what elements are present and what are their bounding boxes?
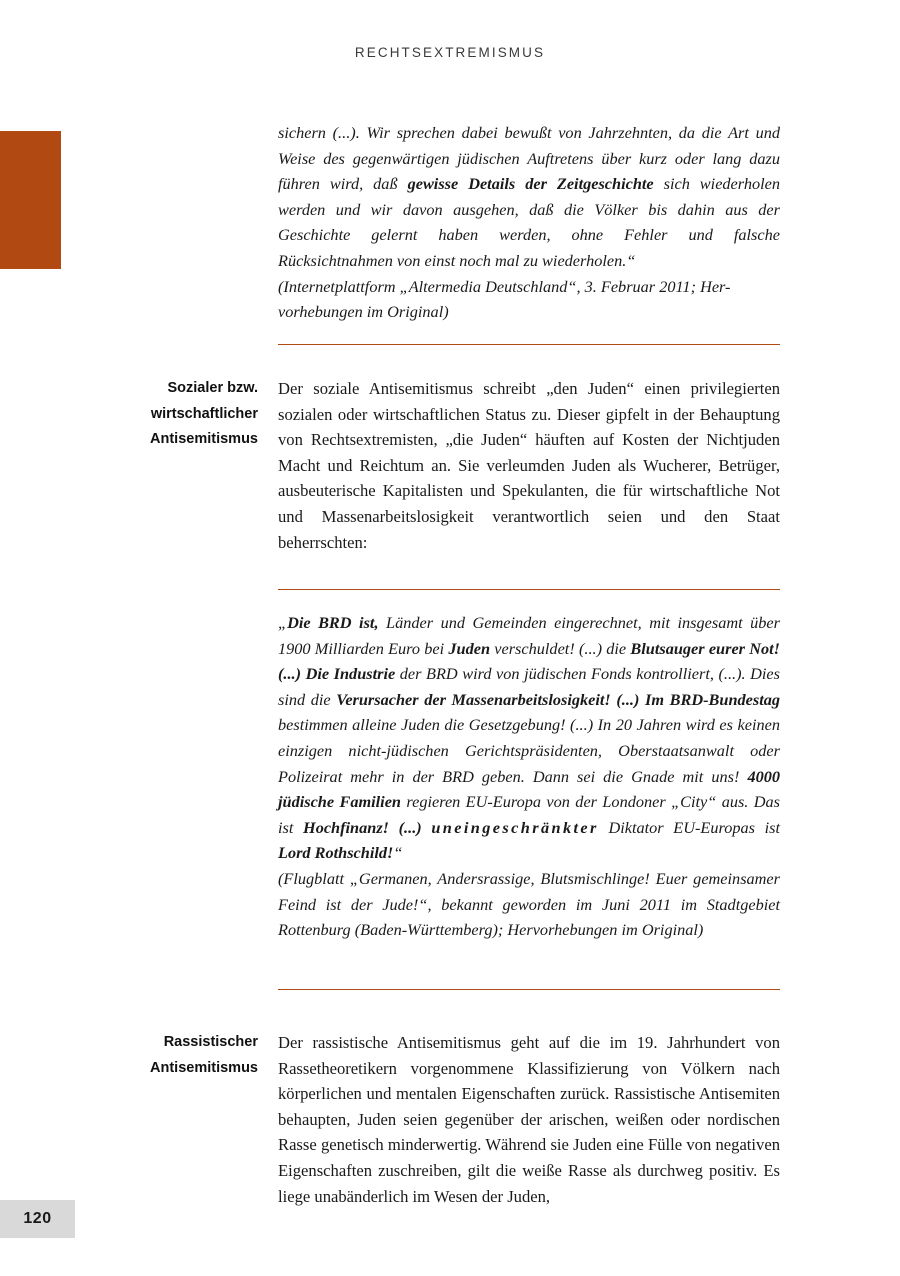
running-head: RECHTSEXTREMISMUS [354,45,546,60]
quotation-source-cont: vorhebungen im Original) [278,302,449,322]
section-divider-2 [278,589,780,590]
chapter-edge-marker [0,131,61,269]
section-divider-1 [278,344,780,345]
paragraph-sozialer-antisemitismus: Der soziale Antisemitismus schreibt „den Juden“ einen privilegierten sozialen oder wirtschaftlichen Status zu. Dieser gipfelt in der Behauptung von Rechtsextremisten, „die Juden“ häuften auf Kosten der Nichtjuden Macht und Reichtum an. Sie verleumden Juden als Wucherer, Betrüger, ausbeuterische Kapitalisten und Spekulanten, die für wirtschaftliche Not und Massenarbeitslosigkeit verantwortlich seien und den Staat beherrschten: [278,379,780,552]
quotation-block-flugblatt [278,610,780,943]
page-number: 120 [23,1210,52,1227]
marginal-heading-rassistischer-antisemitismus: Rassistischer Antisemitismus [150,1034,258,1076]
page-number-block [0,1200,75,1238]
paragraph-rassistischer-antisemitismus: Der rassistische Antisemitismus geht auf die im 19. Jahrhundert von Rassetheoretikern vorgenommene Klassifizierung von Völkern nach körperlichen und mentalen Eigenschaften zurück. Rassistische Antisemiten behaupten, Juden seien gegenüber der arischen, weißen oder nordischen Rasse genetisch minderwertig. Während sie Juden eine Fülle von negativen Eigenschaften zuschreiben, gilt die weiße Rasse als durchweg positiv. Es liege unabänderlich im Wesen der Juden, [278,1033,780,1206]
quotation-text: sichern (...). Wir sprechen dabei bewußt von Jahrzehnten, da die Art und Weise des gegenwärtigen jüdischen Auftretens über kurz oder lang dazu führen wird, daß gewisse Details der Zeitgeschichte sich wiederholen werden und wir davon ausgehen, daß die Völker bis dahin aus der Geschichte gelernt haben werden, ohne Fehler und falsche Rücksichtnahmen von einst noch mal zu wiederholen.“ [278,123,780,270]
quotation-block-altermedia [278,120,780,325]
marginal-heading-sozialer-antisemitismus: Sozialer bzw. wirtschaftlicher Antisemitismus [150,380,258,448]
quotation-source: (Internetplattform „Altermedia Deutschland“, 3. Februar 2011; Her- [278,276,731,296]
quotation-text: „Die BRD ist, Länder und Gemeinden eingerechnet, mit insgesamt über 1900 Milliarden Euro bei Juden verschuldet! (...) die Blutsauger eurer Not! (...) Die Industrie der BRD wird von jüdischen Fonds kontrolliert, (...). Dies sind die Verursacher der Massenarbeitslosigkeit! (...) Im BRD-Bundestag bestimmen alleine Juden die Gesetzgebung! (...) In 20 Jahren wird es keinen einzigen nicht-jüdischen Gerichtspräsidenten, Oberstaatsanwalt oder Polizeirat mehr in der BRD geben. Dann sei die Gnade mit uns! 4000 jüdische Familien regieren EU-Europa von der Londoner „City“ aus. Das ist Hochfinanz! (...) uneingeschränkter Diktator EU-Europas ist Lord Rothschild!“ [278,613,781,863]
quotation-source: (Flugblatt „Germanen, Andersrassige, Blutsmischlinge! Euer gemeinsamer Feind ist der Jude!“, bekannt geworden im Juni 2011 im Stadtgebiet Rottenburg (Baden-Württemberg); Hervorhebungen im Original) [278,868,780,940]
section-divider-3 [278,989,780,990]
